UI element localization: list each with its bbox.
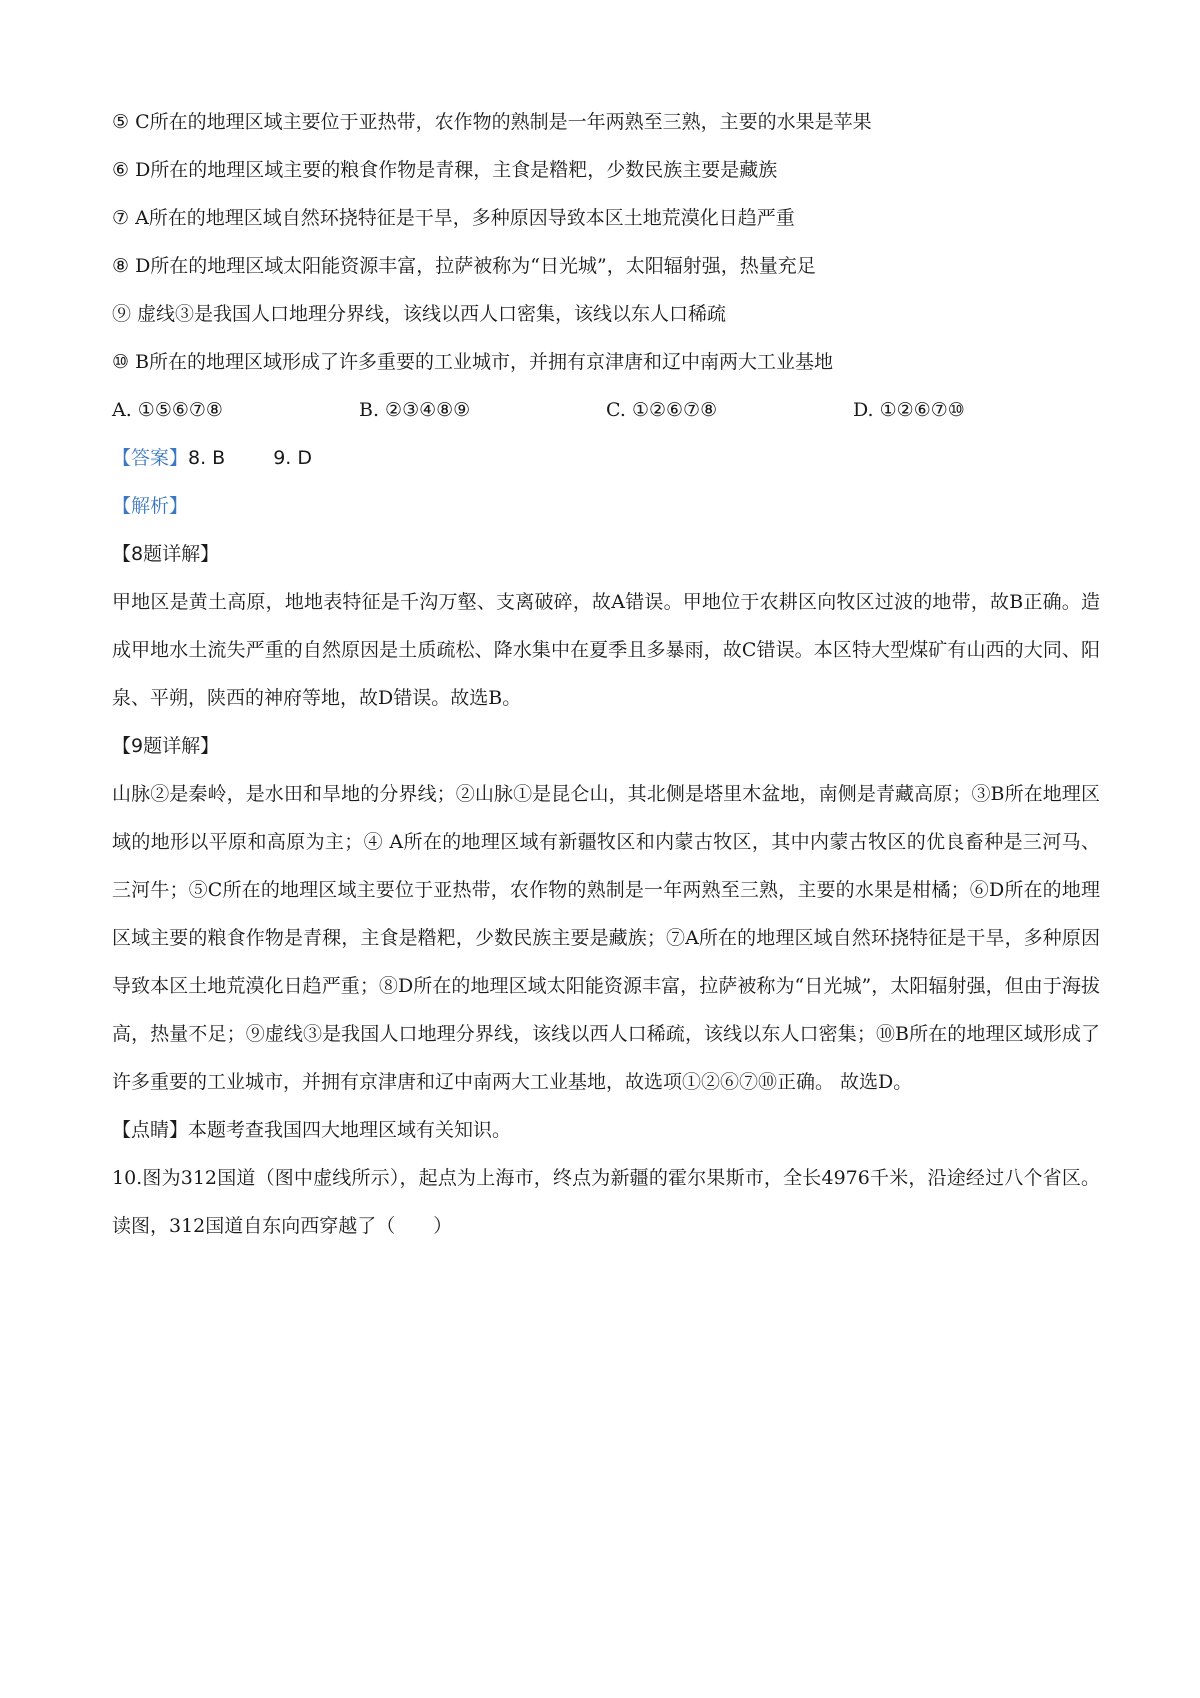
statement-10: ⑩ B所在的地理区域形成了许多重要的工业城市，并拥有京津唐和辽中南两大工业基地	[112, 351, 834, 373]
statement-5: ⑤ C所在的地理区域主要位于亚热带，农作物的熟制是一年两熟至三熟，主要的水果是苹果	[112, 111, 872, 133]
option-c: C. ①②⑥⑦⑧	[606, 399, 718, 421]
answer-tag: 【答案】	[112, 447, 189, 469]
statement-8: ⑧ D所在的地理区域太阳能资源丰富，拉萨被称为“日光城”，太阳辐射强，热量充足	[112, 255, 816, 277]
statement-9: ⑨ 虚线③是我国人口地理分界线，该线以西人口密集，该线以东人口稀疏	[112, 303, 727, 325]
q8-detail-text: 甲地区是黄土高原，地地表特征是千沟万壑、支离破碎，故A错误。甲地位于农耕区向牧区过波的地带，故B正确。造成甲地水土流失严重的自然原因是土质疏松、降水集中在夏季且多暴雨，故C错误。本区特大型煤矿有山西的大同、阳泉、平朔，陕西的神府等地，故D错误。故选B。	[112, 591, 1100, 709]
q9-detail-heading: 【9题详解】	[112, 735, 220, 757]
statement-7: ⑦ A所在的地理区域自然环挠特征是干旱，多种原因导致本区土地荒漠化日趋严重	[112, 207, 795, 229]
answer-q9: 9. D	[273, 447, 313, 469]
document-page	[112, 98, 1100, 1250]
question-10: 10.图为312国道（图中虚线所示），起点为上海市，终点为新疆的霍尔果斯市，全长4976千米，沿途经过八个省区。读图，312国道自东向西穿越了（ ）	[112, 1167, 1100, 1237]
statement-6: ⑥ D所在的地理区域主要的粮食作物是青稞，主食是糌粑，少数民族主要是藏族	[112, 159, 778, 181]
q9-detail-text: 山脉②是秦岭，是水田和旱地的分界线；②山脉①是昆仑山，其北侧是塔里木盆地，南侧是青藏高原；③B所在地理区域的地形以平原和高原为主；④ A所在的地理区域有新疆牧区和内蒙古牧区，其中内蒙古牧区的优良畜种是三河马、三河牛；⑤C所在的地理区域主要位于亚热带，农作物的熟制是一年两熟至三熟，主要的水果是柑橘；⑥D所在的地理区域主要的粮食作物是青稞，主食是糌粑，少数民族主要是藏族；⑦A所在的地理区域自然环挠特征是干旱，多种原因导致本区土地荒漠化日趋严重；⑧D所在的地理区域太阳能资源丰富，拉萨被称为“日光城”，太阳辐射强，但由于海拔高，热量不足；⑨虚线③是我国人口地理分界线，该线以西人口稀疏，该线以东人口密集；⑩B所在的地理区域形成了许多重要的工业城市，并拥有京津唐和辽中南两大工业基地，故选项①②⑥⑦⑩正确。 故选D。	[112, 783, 1100, 1093]
option-b: B. ②③④⑧⑨	[359, 399, 471, 421]
option-d: D. ①②⑥⑦⑩	[853, 399, 965, 421]
q8-detail-heading: 【8题详解】	[112, 543, 220, 565]
comment: 【点睛】本题考查我国四大地理区域有关知识。	[112, 1119, 512, 1141]
option-a: A. ①⑤⑥⑦⑧	[112, 399, 223, 421]
answer-q8: 8. B	[188, 447, 226, 469]
answer-options	[112, 386, 1100, 434]
analysis-heading	[112, 482, 1100, 530]
answer-row	[112, 434, 1100, 482]
analysis-tag: 【解析】	[112, 495, 189, 517]
